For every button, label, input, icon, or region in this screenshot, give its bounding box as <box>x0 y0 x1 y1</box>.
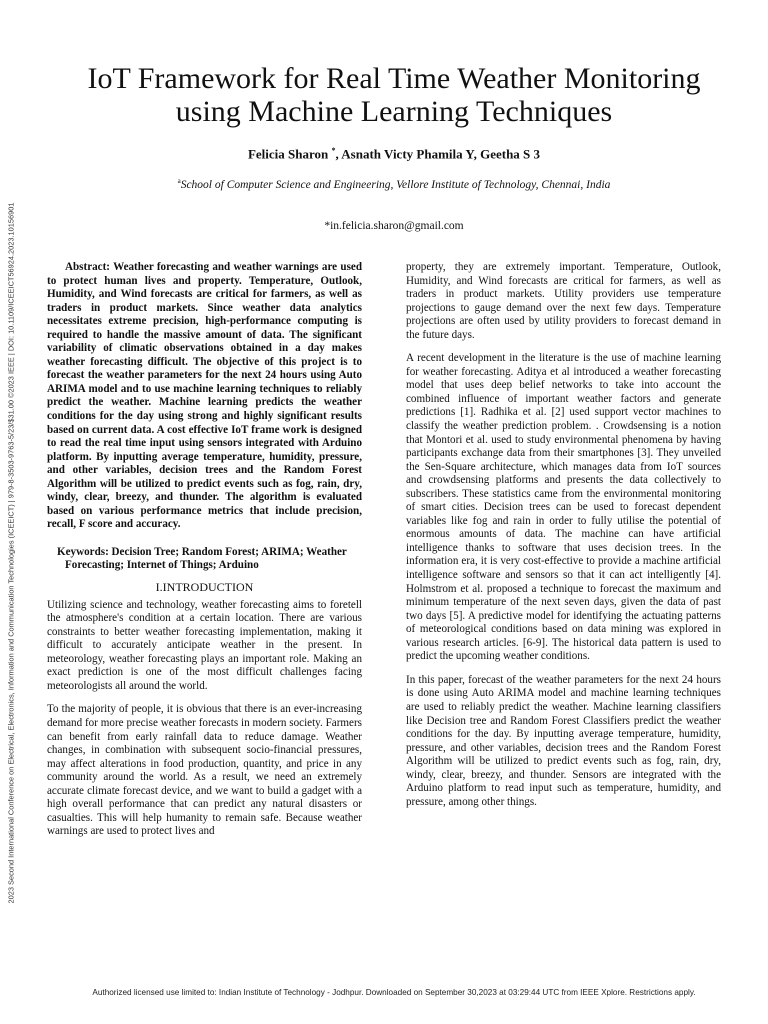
paper-title <box>40 62 748 128</box>
corresponding-marker: * <box>331 146 336 155</box>
other-authors: , Asnath Victy Phamila Y, Geetha S 3 <box>335 146 541 162</box>
author-email: *in.felicia.sharon@gmail.com <box>324 220 464 232</box>
title-line-1: IoT Framework for Real Time Weather Monitoring <box>87 62 701 95</box>
section-heading-introduction: I.INTRODUCTION <box>155 580 254 595</box>
affiliation-marker: a <box>177 177 181 185</box>
affiliation-text: School of Computer Science and Engineering, Vellore Institute of Technology, Chennai, India <box>180 178 611 191</box>
body-paragraph: Utilizing science and technology, weather forecasting aims to foretell the atmosphere's condition at a certain location. There are various constraints to better weather forecasting implementation, making it difficult to accurately anticipate weather in the present. In meteorology, weather forecasting plays an important role. Making an exact prediction is one of the most difficult challenges facing meteorologists all around the world. <box>47 598 362 692</box>
affiliation <box>40 177 748 191</box>
body-paragraph: property, they are extremely important. Temperature, Outlook, Humidity, and Wind forecasts are critical for farmers, as well as traders in product markets. Utility providers use temperature projections to gauge demand over the next few days. Temperature projections are often used by utility providers to forecast demand in the future days. <box>406 261 721 341</box>
title-line-2: using Machine Learning Techniques <box>175 95 613 128</box>
conference-side-strip <box>2 118 20 988</box>
body-paragraph: A recent development in the literature is the use of machine learning for weather forecasting. Aditya et al introduced a weather forecasting model that uses deep belief networks to take into account the combined influence of important weather factors and generate predictions [1]. Radhika et al. [2] used support vector machines to classify the weather prediction problem. . Crowdsensing is a notion that Montori et al. used to study environmental phenomena by having participants exchange data from their smartphones [3]. They unveiled the Sen-Square architecture, which manages data from IoT sources and crowdsensing platforms and presents the data collectively to subscribers. These statistics came from the environmental monitoring of smart cities. Decision trees can be used to forecast dependent variables like fog and rain in order to fully utilise the potential of enormous amounts of data. The machine can have artificial intelligence thanks to software that uses decision trees. In the information era, it is very cost-effective to provide a machine artificial intelligence software and sensors so that it can act intelligently [4]. Holmstrom et al. proposed a technique to forecast the maximum and minimum temperature of the next seven days, given the data of past two days [5]. A predictive model for identifying the actuating patterns of meteorological conditions based on data mining was explored in various research articles. [6-9]. The historical data pattern is used to predict the upcoming weather conditions. <box>406 352 721 663</box>
left-column <box>47 261 362 849</box>
first-author: Felicia Sharon <box>247 146 332 162</box>
license-footer: Authorized licensed use limited to: Indian Institute of Technology - Jodhpur. Downloaded on September 30,2023 at 03:29:44 UTC from IEEE Xplore. Restrictions apply. <box>92 988 696 997</box>
abstract: Abstract: Weather forecasting and weather warnings are used to protect human lives and property. Temperature, Outlook, Humidity, and Wind forecasts are critical for farmers, as well as traders in product markets. Since weather data analytics necessitates extreme precision, high-performance computing is required to handle the massive amount of data. The significant variability of climatic observations obtained in a day makes weather forecasting difficult. The objective of this project is to forecast the weather parameters for the next 24 hours using Auto ARIMA model and to use machine learning techniques to reliably predict the weather. Machine learning predicts the weather conditions for the day using strong and highly significant results based on current data. A cost effective IoT frame work is designed to read the real time input using sensors integrated with Arduino platform. By inputting average temperature, humidity, pressure, and other variables, decision trees and the Random Forest Algorithm will be utilized to predict events such as fog, rain, dry, windy, clear, breezy, and thunder. The algorithm is evaluated based on various performance metrics that include precision, recall, F score and accuracy. <box>47 261 362 531</box>
body-paragraph: In this paper, forecast of the weather parameters for the next 24 hours is done using Auto ARIMA model and machine learning techniques are used to reliably predict the weather. Machine learning classifiers like Decision tree and Random Forest Classifiers predict the weather conditions for the day. By inputting average temperature, humidity, pressure, and other variables, decision trees and the Random Forest Algorithm will be utilized to predict events such as fog, rain, dry, windy, clear, breezy, and thunder. Sensors are integrated with the Arduino platform to read input such as temperature, humidity, and pressure, among other things. <box>406 673 721 808</box>
keywords: Keywords: Decision Tree; Random Forest; ARIMA; Weather Forecasting; Internet of Things; Arduino <box>57 545 347 572</box>
conference-identifier: 2023 Second International Conference on Electrical, Electronics, Information and Communication Technologies (ICEEICT) | 979-8-3503-9763-5/23/$31.00 ©2023 IEEE | DOI: 10.1109/ICEEICT56924.2023.10156901 <box>6 202 16 904</box>
body-paragraph: To the majority of people, it is obvious that there is an ever-increasing demand for more precise weather forecasts in modern society. Farmers can benefit from early rainfall data to reduce damage. Weather changes, in combination with subsequent socio-financial pressures, may affect alterations in food production, quantity, and price in any community around the world. As a result, we need an extremely accurate climate forecast device, and we want to build a gadget with a high overall performance that can predict any natural disasters or casualties. This will help humanity to remain safe. Because weather warnings are used to protect lives and <box>47 703 362 838</box>
author-list <box>40 146 748 162</box>
right-column <box>406 261 721 819</box>
